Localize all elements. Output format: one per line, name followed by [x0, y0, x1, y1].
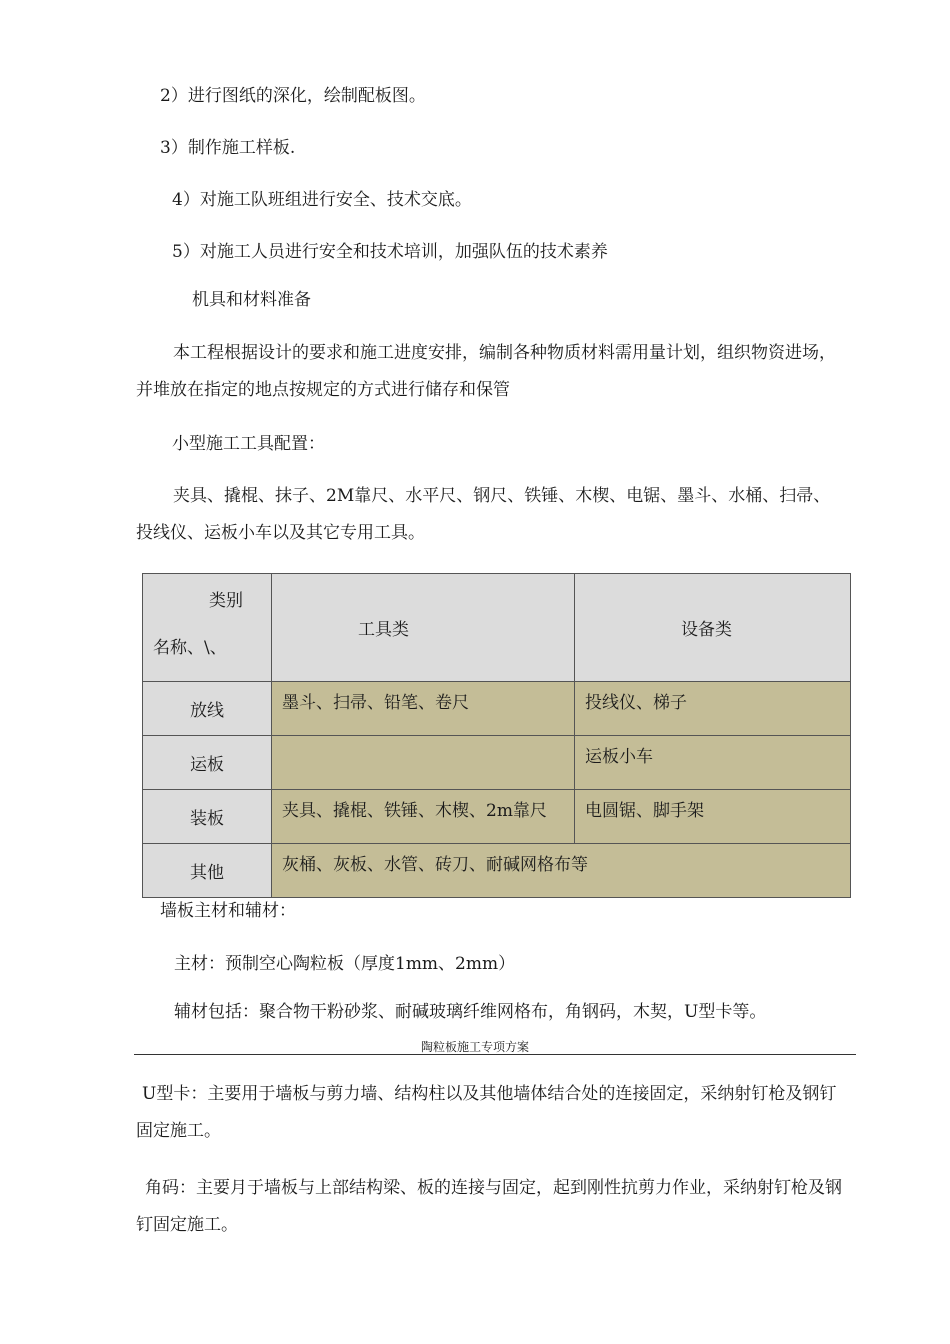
- row-equipment-cell: [575, 736, 851, 790]
- table-row: [143, 682, 851, 736]
- step-4-text: 4）对施工队班组进行安全、技术交底。: [172, 190, 472, 210]
- corner-name-label: 名称、\、: [153, 638, 227, 658]
- row-equipment-cell: [575, 790, 851, 844]
- table-header-row: [143, 574, 851, 682]
- row-tools-text: 墨斗、扫帚、铅笔、卷尺: [282, 693, 469, 713]
- step-3-text: 3）制作施工样板.: [160, 138, 296, 158]
- table-row: [143, 736, 851, 790]
- row-tools-cell: [272, 790, 575, 844]
- row-equipment-text: 运板小车: [585, 747, 653, 767]
- row-merged-text: 灰桶、灰板、水管、砖刀、耐碱网格布等: [282, 855, 588, 875]
- row-tools-cell: [272, 682, 575, 736]
- row-equipment-cell: [575, 682, 851, 736]
- u-clip-paragraph: U型卡：主要用于墙板与剪力墙、结构柱以及其他墙体结合处的连接固定，采纳射钉枪及钢钉固定施工。: [136, 1084, 837, 1141]
- aux-material-text: 辅材包括：聚合物干粉砂浆、耐碱玻璃纤维网格布，角钢码，木契，U型卡等。: [174, 1002, 767, 1022]
- section-heading-machines: 机具和材料准备: [192, 290, 311, 310]
- row-tools-text: [272, 736, 574, 742]
- row-tools-cell: [272, 736, 575, 790]
- footer-divider: [134, 1054, 856, 1055]
- materials-paragraph: 本工程根据设计的要求和施工进度安排，编制各种物质材料需用量计划，组织物资进场，并堆放在指定的地点按规定的方式进行储存和保管: [136, 343, 836, 400]
- tools-column-header: [272, 574, 575, 682]
- row-name-cell: 放线: [143, 682, 272, 736]
- table-row: [143, 790, 851, 844]
- row-name-cell: 装板: [143, 790, 272, 844]
- step-5-text: 5）对施工人员进行安全和技术培训，加强队伍的技术素养: [172, 242, 608, 262]
- table-row: [143, 844, 851, 898]
- row-merged-cell: [272, 844, 851, 898]
- footer-title: 陶粒板施工专项方案: [420, 1040, 529, 1054]
- equipment-column-header: [575, 574, 851, 682]
- main-material-text: 主材：预制空心陶粒板（厚度1mm、2mm）: [174, 954, 516, 974]
- small-tools-heading: 小型施工工具配置：: [172, 434, 325, 454]
- step-2-text: 2）进行图纸的深化，绘制配板图。: [160, 86, 426, 106]
- tools-column-label: 工具类: [358, 620, 409, 640]
- row-name-cell: 其他: [143, 844, 272, 898]
- corner-code-paragraph: 角码：主要月于墙板与上部结构梁、板的连接与固定，起到刚性抗剪力作业，采纳射钉枪及钢钉固定施工。: [136, 1178, 842, 1235]
- equipment-column-label: 设备类: [681, 620, 732, 640]
- corner-category-label: 类别: [209, 591, 243, 611]
- corner-header-cell: [143, 574, 272, 682]
- row-name-cell: 运板: [143, 736, 272, 790]
- main-aux-heading: 墙板主材和辅材：: [160, 901, 296, 921]
- row-tools-text: 夹具、撬棍、铁锤、木楔、2m靠尺: [282, 801, 547, 821]
- row-equipment-text: 电圆锯、脚手架: [585, 801, 704, 821]
- tools-table: [142, 573, 851, 898]
- row-equipment-text: 投线仪、梯子: [585, 693, 687, 713]
- tools-paragraph: 夹具、撬棍、抹子、2M靠尺、水平尺、钢尺、铁锤、木楔、电锯、墨斗、水桶、扫帚、投线仪、运板小车以及其它专用工具。: [136, 486, 831, 543]
